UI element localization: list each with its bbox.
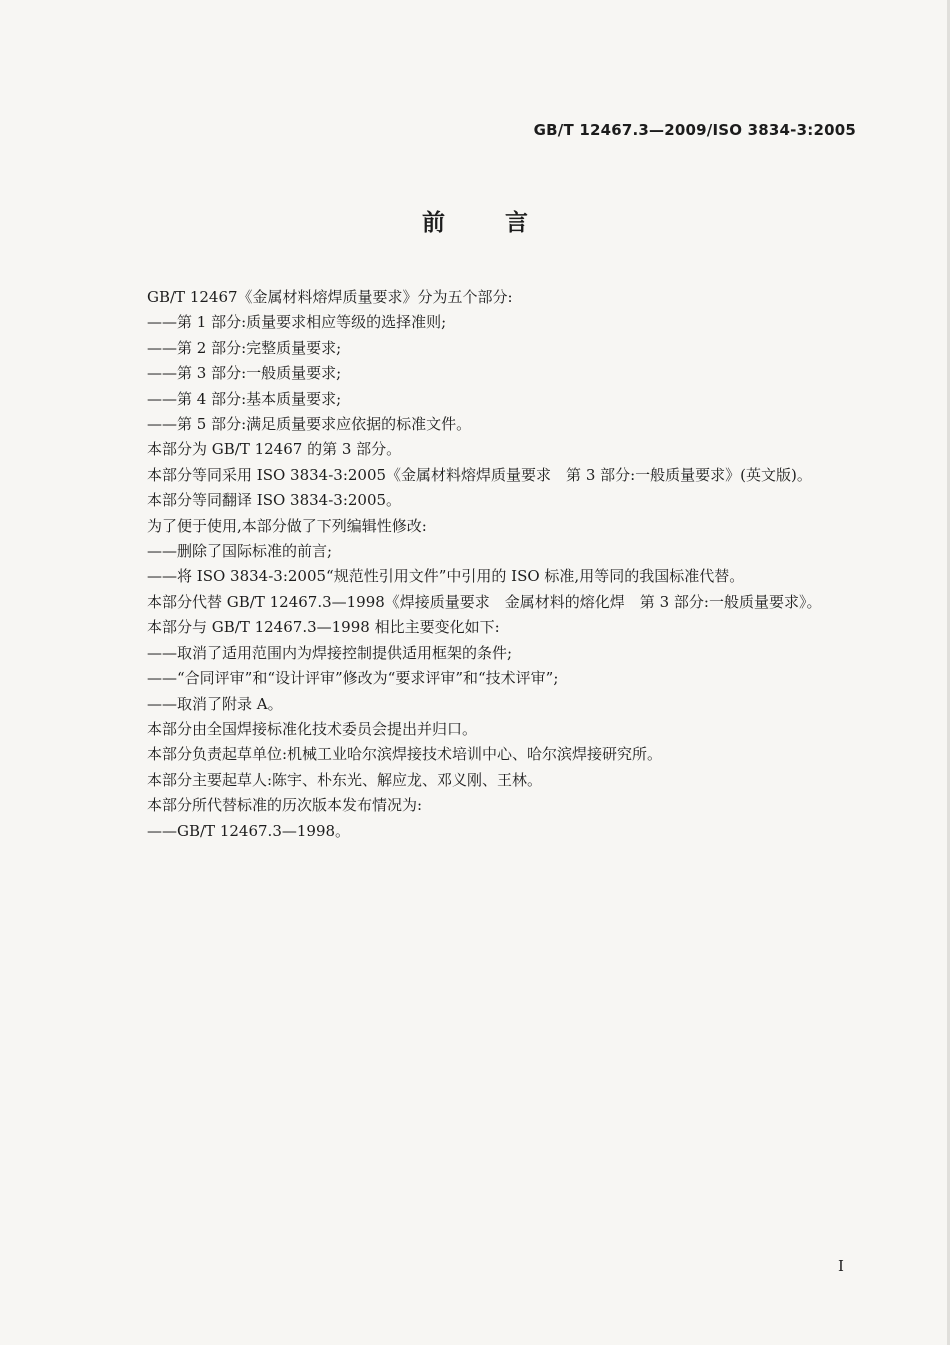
list-item: ——第 1 部分:质量要求相应等级的选择准则; [147,313,447,332]
preface-body [115,285,860,844]
standard-code: GB/T 12467.3—2009/ISO 3834-3:2005 [533,121,856,139]
paragraph: GB/T 12467《金属材料熔焊质量要求》分为五个部分: [147,288,513,306]
list-item: ——“合同评审”和“设计评审”修改为“要求评审”和“技术评审”; [147,669,559,688]
paragraph: 本部分负责起草单位:机械工业哈尔滨焊接技术培训中心、哈尔滨焊接研究所。 [147,745,663,764]
page-number: I [838,1257,844,1275]
paragraph: 本部分等同采用 ISO 3834-3:2005《金属材料熔焊质量要求 第 3 部分:一般质量要求》(英文版)。 [147,465,812,484]
paragraph: 本部分为 GB/T 12467 的第 3 部分。 [147,440,402,459]
paragraph: 为了便于使用,本部分做了下列编辑性修改: [147,516,427,535]
list-item: ——删除了国际标准的前言; [147,542,333,561]
list-item: ——第 3 部分:一般质量要求; [147,364,342,383]
paragraph: 本部分由全国焊接标准化技术委员会提出并归口。 [147,719,478,738]
list-item: ——第 2 部分:完整质量要求; [147,338,342,357]
paragraph: 本部分代替 GB/T 12467.3—1998《焊接质量要求 金属材料的熔化焊 第 3 部分:一般质量要求》。 [147,592,822,611]
paragraph: 本部分等同翻译 ISO 3834-3:2005。 [147,491,402,510]
list-item: ——GB/T 12467.3—1998。 [147,821,351,840]
list-item: ——取消了适用范围内为焊接控制提供适用框架的条件; [147,643,513,662]
list-item: ——第 5 部分:满足质量要求应依据的标准文件。 [147,415,472,434]
list-item: ——将 ISO 3834-3:2005“规范性引用文件”中引用的 ISO 标准,用等同的我国标准代替。 [147,567,745,586]
paragraph: 本部分与 GB/T 12467.3—1998 相比主要变化如下: [147,618,500,637]
paragraph: 本部分所代替标准的历次版本发布情况为: [147,796,423,815]
list-item: ——取消了附录 A。 [147,694,283,713]
page-title: 前言 [422,210,588,236]
paragraph: 本部分主要起草人:陈宇、朴东光、解应龙、邓义刚、王林。 [147,770,543,789]
list-item: ——第 4 部分:基本质量要求; [147,389,342,408]
